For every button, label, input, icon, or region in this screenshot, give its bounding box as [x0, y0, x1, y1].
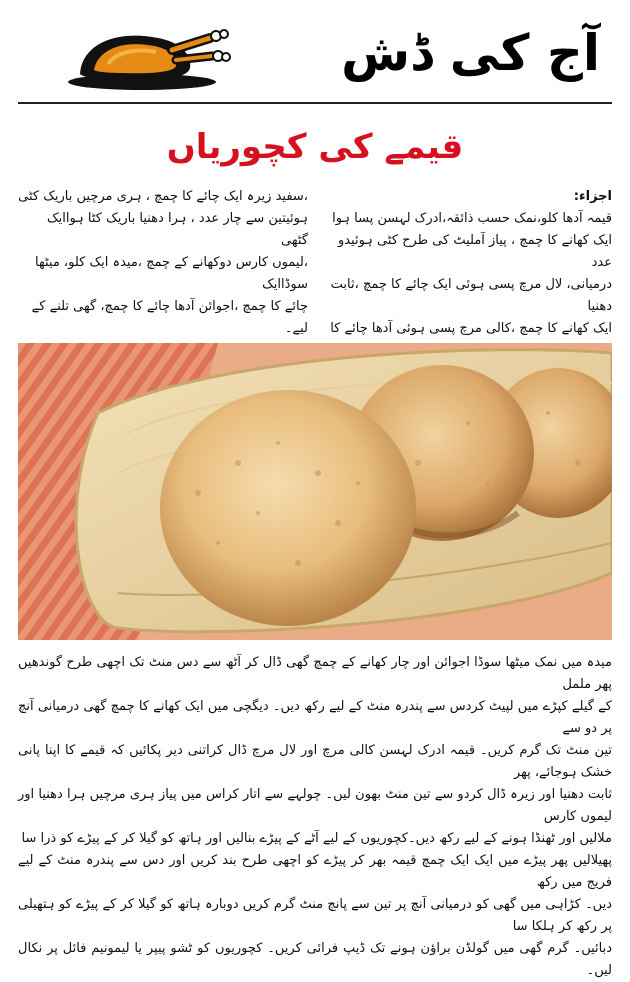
- roast-chicken-icon: [60, 12, 240, 98]
- header-divider: [18, 102, 612, 104]
- ingredient-line: درمیانی، لال مرچ پسی ہوئی ایک چائے کا چمچ ،ثابت دھنیا: [330, 277, 612, 314]
- ingredient-line: چائے کا چمچ ،اجوائن آدھا چائے کا چمچ، گھی تلنے کے لیے۔: [31, 299, 308, 336]
- method-line: کے گیلے کپڑے میں لپیٹ کردس سے پندرہ منٹ کے لیے رکھ دیں۔ دیگچی میں ایک کھانے کا چمچ گھی درمیانی آنچ پر دو سے: [18, 699, 612, 736]
- recipe-title: قیمے کی کچوریاں: [166, 127, 464, 167]
- kachori-photo: [18, 343, 612, 640]
- ingredient-line: قیمہ آدھا کلو،نمک حسب ذائقہ،ادرک لہسن پسا ہوا: [332, 211, 612, 226]
- masthead-title: آج کی ڈش: [341, 24, 600, 82]
- ingredients-column-left: [16, 186, 308, 362]
- method-line: دبائیں۔ گرم گھی میں گولڈن براؤن ہونے تک ڈیپ فرائی کریں۔ کچوریوں کو ٹشو پیپر یا لیمونیم فائل پر نکال لیں۔: [18, 941, 612, 978]
- method-line: ثابت دھنیا اور زیرہ ڈال کردو سے تین منٹ بھون لیں۔ چولہے سے اتار کراس میں پیاز ہری مرچیں ہرا دھنیا اور لیموں کارس: [18, 787, 612, 824]
- method-line: ملالیں اور ٹھنڈا ہونے کے لیے رکھ دیں۔کچوریوں کے لیے آٹے کے پیڑے بنالیں اور ہاتھ کو گیلا کر کے پیڑے کو ذرا سا: [21, 831, 612, 846]
- kachori-photo-illustration: [18, 343, 612, 640]
- ingredient-line: ،لیموں کارس دوکھانے کے چمچ ،میدہ ایک کلو، میٹھا سوڈاایک: [35, 255, 308, 292]
- method-line: میدہ میں نمک میٹھا سوڈا اجوائن اور چار کھانے کے چمچ گھی ڈال کر آٹھ سے دس منٹ تک اچھی طرح گوندھیں پھر ململ: [18, 655, 612, 692]
- header: [0, 0, 630, 104]
- ingredient-line: ایک کھانے کا چمچ ، پیاز آملیٹ کی طرح کٹی ہوئیدو عدد: [337, 233, 612, 270]
- ingredients-label: اجزاء:: [573, 189, 612, 204]
- method-line: دیں۔ کڑاہی میں گھی کو درمیانی آنچ پر تین سے پانچ منٹ گرم کریں دوبارہ ہاتھ کو گیلا کر کے پیڑے کو ہتھیلی پر رکھ کر ہلکا سا: [18, 897, 612, 934]
- ingredient-line: ،سفید زیرہ ایک چائے کا چمچ ، ہری مرچیں باریک کٹی: [18, 189, 308, 204]
- method-text: [18, 652, 612, 982]
- method-line: تین منٹ تک گرم کریں۔ قیمہ ادرک لہسن کالی مرچ اور لال مرچ ڈال کراتنی دیر پکائیں کہ قیمے کا اپنا پانی خشک ہوجائے، پھر: [18, 743, 612, 780]
- ingredients-column-right: [324, 186, 612, 362]
- ingredient-line: ہوئیتین سے چار عدد ، ہرا دھنیا باریک کٹا ہواایک گٹھی: [46, 211, 308, 248]
- method-line: پھیلالیں پھر پیڑے میں ایک ایک چمچ قیمہ بھر کر پیڑے کو اچھی طرح بند کریں اور دس سے پندرہ منٹ کے لیے فریج میں رکھ: [18, 853, 612, 890]
- ingredient-line: ایک کھانے کا چمچ ،کالی مرچ پسی ہوئی آدھا چائے کا: [330, 321, 612, 336]
